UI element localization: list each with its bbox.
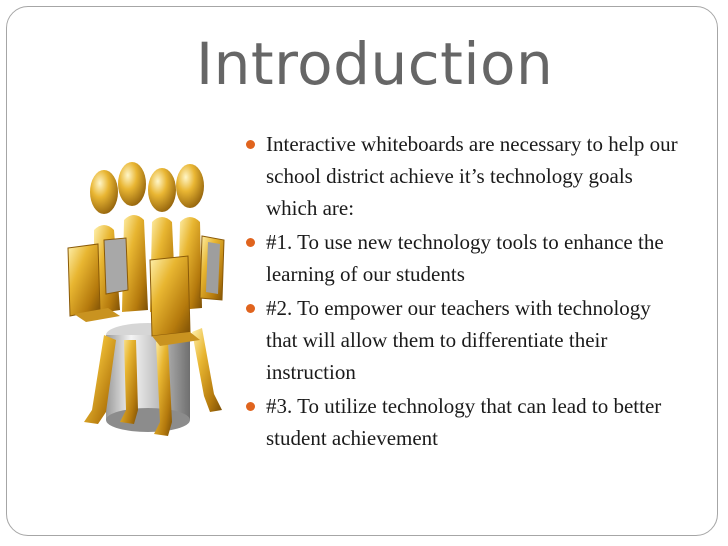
slide-title: Introduction [196,30,554,98]
gold-figures-laptops-illustration [64,160,234,450]
bullet-marker-icon [246,140,255,149]
bullet-text: #1. To use new technology tools to enhance the learning of our students [266,230,664,286]
bullet-marker-icon [246,238,255,247]
bullet-text: Interactive whiteboards are necessary to help our school district achieve it’s technology goals which are: [266,132,678,220]
bullet-marker-icon [246,402,255,411]
bullet-text: #2. To empower our teachers with technology that will allow them to differentiate their instruction [266,296,651,384]
list-item [246,128,686,224]
bullet-list [246,128,686,456]
list-item [246,226,686,290]
bullet-text: #3. To utilize technology that can lead to better student achievement [266,394,662,450]
list-item [246,292,686,388]
list-item [246,390,686,454]
bullet-marker-icon [246,304,255,313]
